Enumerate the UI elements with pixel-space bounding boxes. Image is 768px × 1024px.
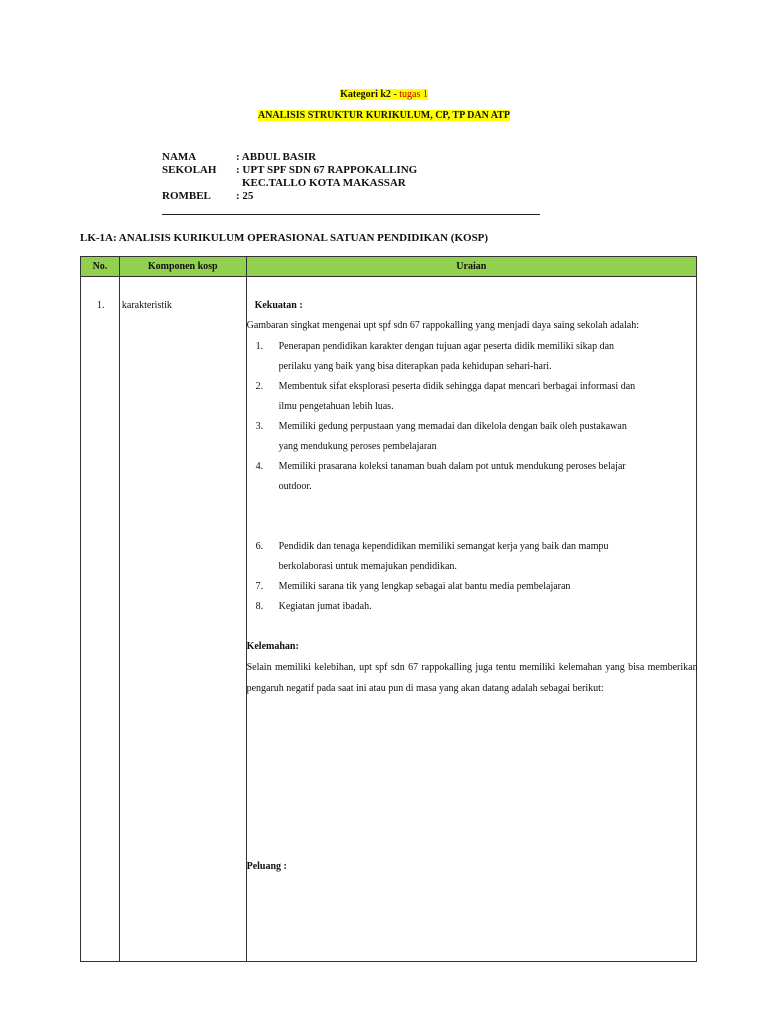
category-line — [0, 89, 768, 100]
rombel-label: ROMBEL — [162, 190, 211, 202]
kelemahan-text: Selain memiliki kelebihan, upt spf sdn 67 rappokalling juga tentu memiliki kelemahan yang bisa memberikan pengaruh negatif pada saat ini atau pun di masa yang akan datang adalah sebagai berikut: — [246, 662, 698, 694]
kekuatan-intro: Gambaran singkat mengenai upt spf sdn 67 rappokalling yang menjadi daya saing sekolah adalah: — [246, 320, 639, 331]
task-label: tugas 1 — [399, 89, 428, 100]
strength-line: Penerapan pendidikan karakter dengan tujuan agar peserta didik memiliki sikap dan — [278, 341, 615, 352]
strength-number: 1. — [255, 341, 264, 352]
sekolah-value-line2: KEC.TALLO KOTA MAKASSAR — [242, 177, 406, 189]
strength-line: perilaku yang baik yang bisa diterapkan pada kehidupan sehari-hari. — [278, 361, 552, 372]
sekolah-value: : UPT SPF SDN 67 RAPPOKALLING — [236, 164, 418, 176]
sekolah-label: SEKOLAH — [162, 164, 217, 176]
strength-number: 2. — [255, 381, 264, 392]
peluang-heading: Peluang : — [246, 861, 287, 872]
strength-number: 7. — [255, 581, 264, 592]
category-separator: - — [390, 89, 400, 100]
identity-block — [162, 151, 542, 207]
section-heading: LK-1A: ANALISIS KURIKULUM OPERASIONAL SATUAN PENDIDIKAN (KOSP) — [80, 232, 489, 244]
cell-komponen — [119, 277, 246, 962]
strength-line: Membentuk sifat eksplorasi peserta didik sehingga dapat mencari berbagai informasi dan — [278, 381, 636, 392]
strength-number: 3. — [255, 421, 264, 432]
strength-line: Memiliki sarana tik yang lengkap sebagai alat bantu media pembelajaran — [278, 581, 571, 592]
kekuatan-heading: Kekuatan : — [254, 300, 303, 311]
strength-line: Pendidik dan tenaga kependidikan memiliki semangat kerja yang baik dan mampu — [278, 541, 609, 552]
nama-label: NAMA — [162, 151, 197, 163]
rombel-value: : 25 — [236, 190, 254, 202]
cell-no — [81, 277, 120, 962]
document-title-wrap — [0, 110, 768, 121]
header-komponen: Komponen kosp — [119, 257, 246, 277]
strength-number: 6. — [255, 541, 264, 552]
strength-line: ilmu pengetahuan lebih luas. — [278, 401, 394, 412]
table-row — [81, 277, 697, 962]
separator-line — [162, 214, 540, 215]
komponen-text: karakteristik — [121, 300, 172, 311]
strength-line: berkolaborasi untuk memajukan pendidikan. — [278, 561, 457, 572]
strength-line: Memiliki gedung perpustaan yang memadai dan dikelola dengan baik oleh pustakawan — [278, 421, 627, 432]
document-title: ANALISIS STRUKTUR KURIKULUM, CP, TP DAN ATP — [257, 110, 511, 121]
header-uraian: Uraian — [246, 257, 696, 277]
nama-value: : ABDUL BASIR — [236, 151, 317, 163]
kelemahan-heading: Kelemahan: — [246, 641, 299, 652]
strength-line: Memiliki prasarana koleksi tanaman buah dalam pot untuk mendukung peroses belajar — [278, 461, 626, 472]
row-number: 1. — [97, 300, 105, 311]
strength-line: yang mendukung peroses pembelajaran — [278, 441, 437, 452]
category-label: Kategori k2 — [340, 89, 391, 100]
strength-line: Kegiatan jumat ibadah. — [278, 601, 372, 612]
kosp-table — [80, 256, 697, 962]
table-header-row — [81, 257, 697, 277]
header-no: No. — [81, 257, 120, 277]
strength-number: 8. — [255, 601, 264, 612]
strength-number: 4. — [255, 461, 264, 472]
strength-line: outdoor. — [278, 481, 312, 492]
cell-uraian — [246, 277, 696, 962]
